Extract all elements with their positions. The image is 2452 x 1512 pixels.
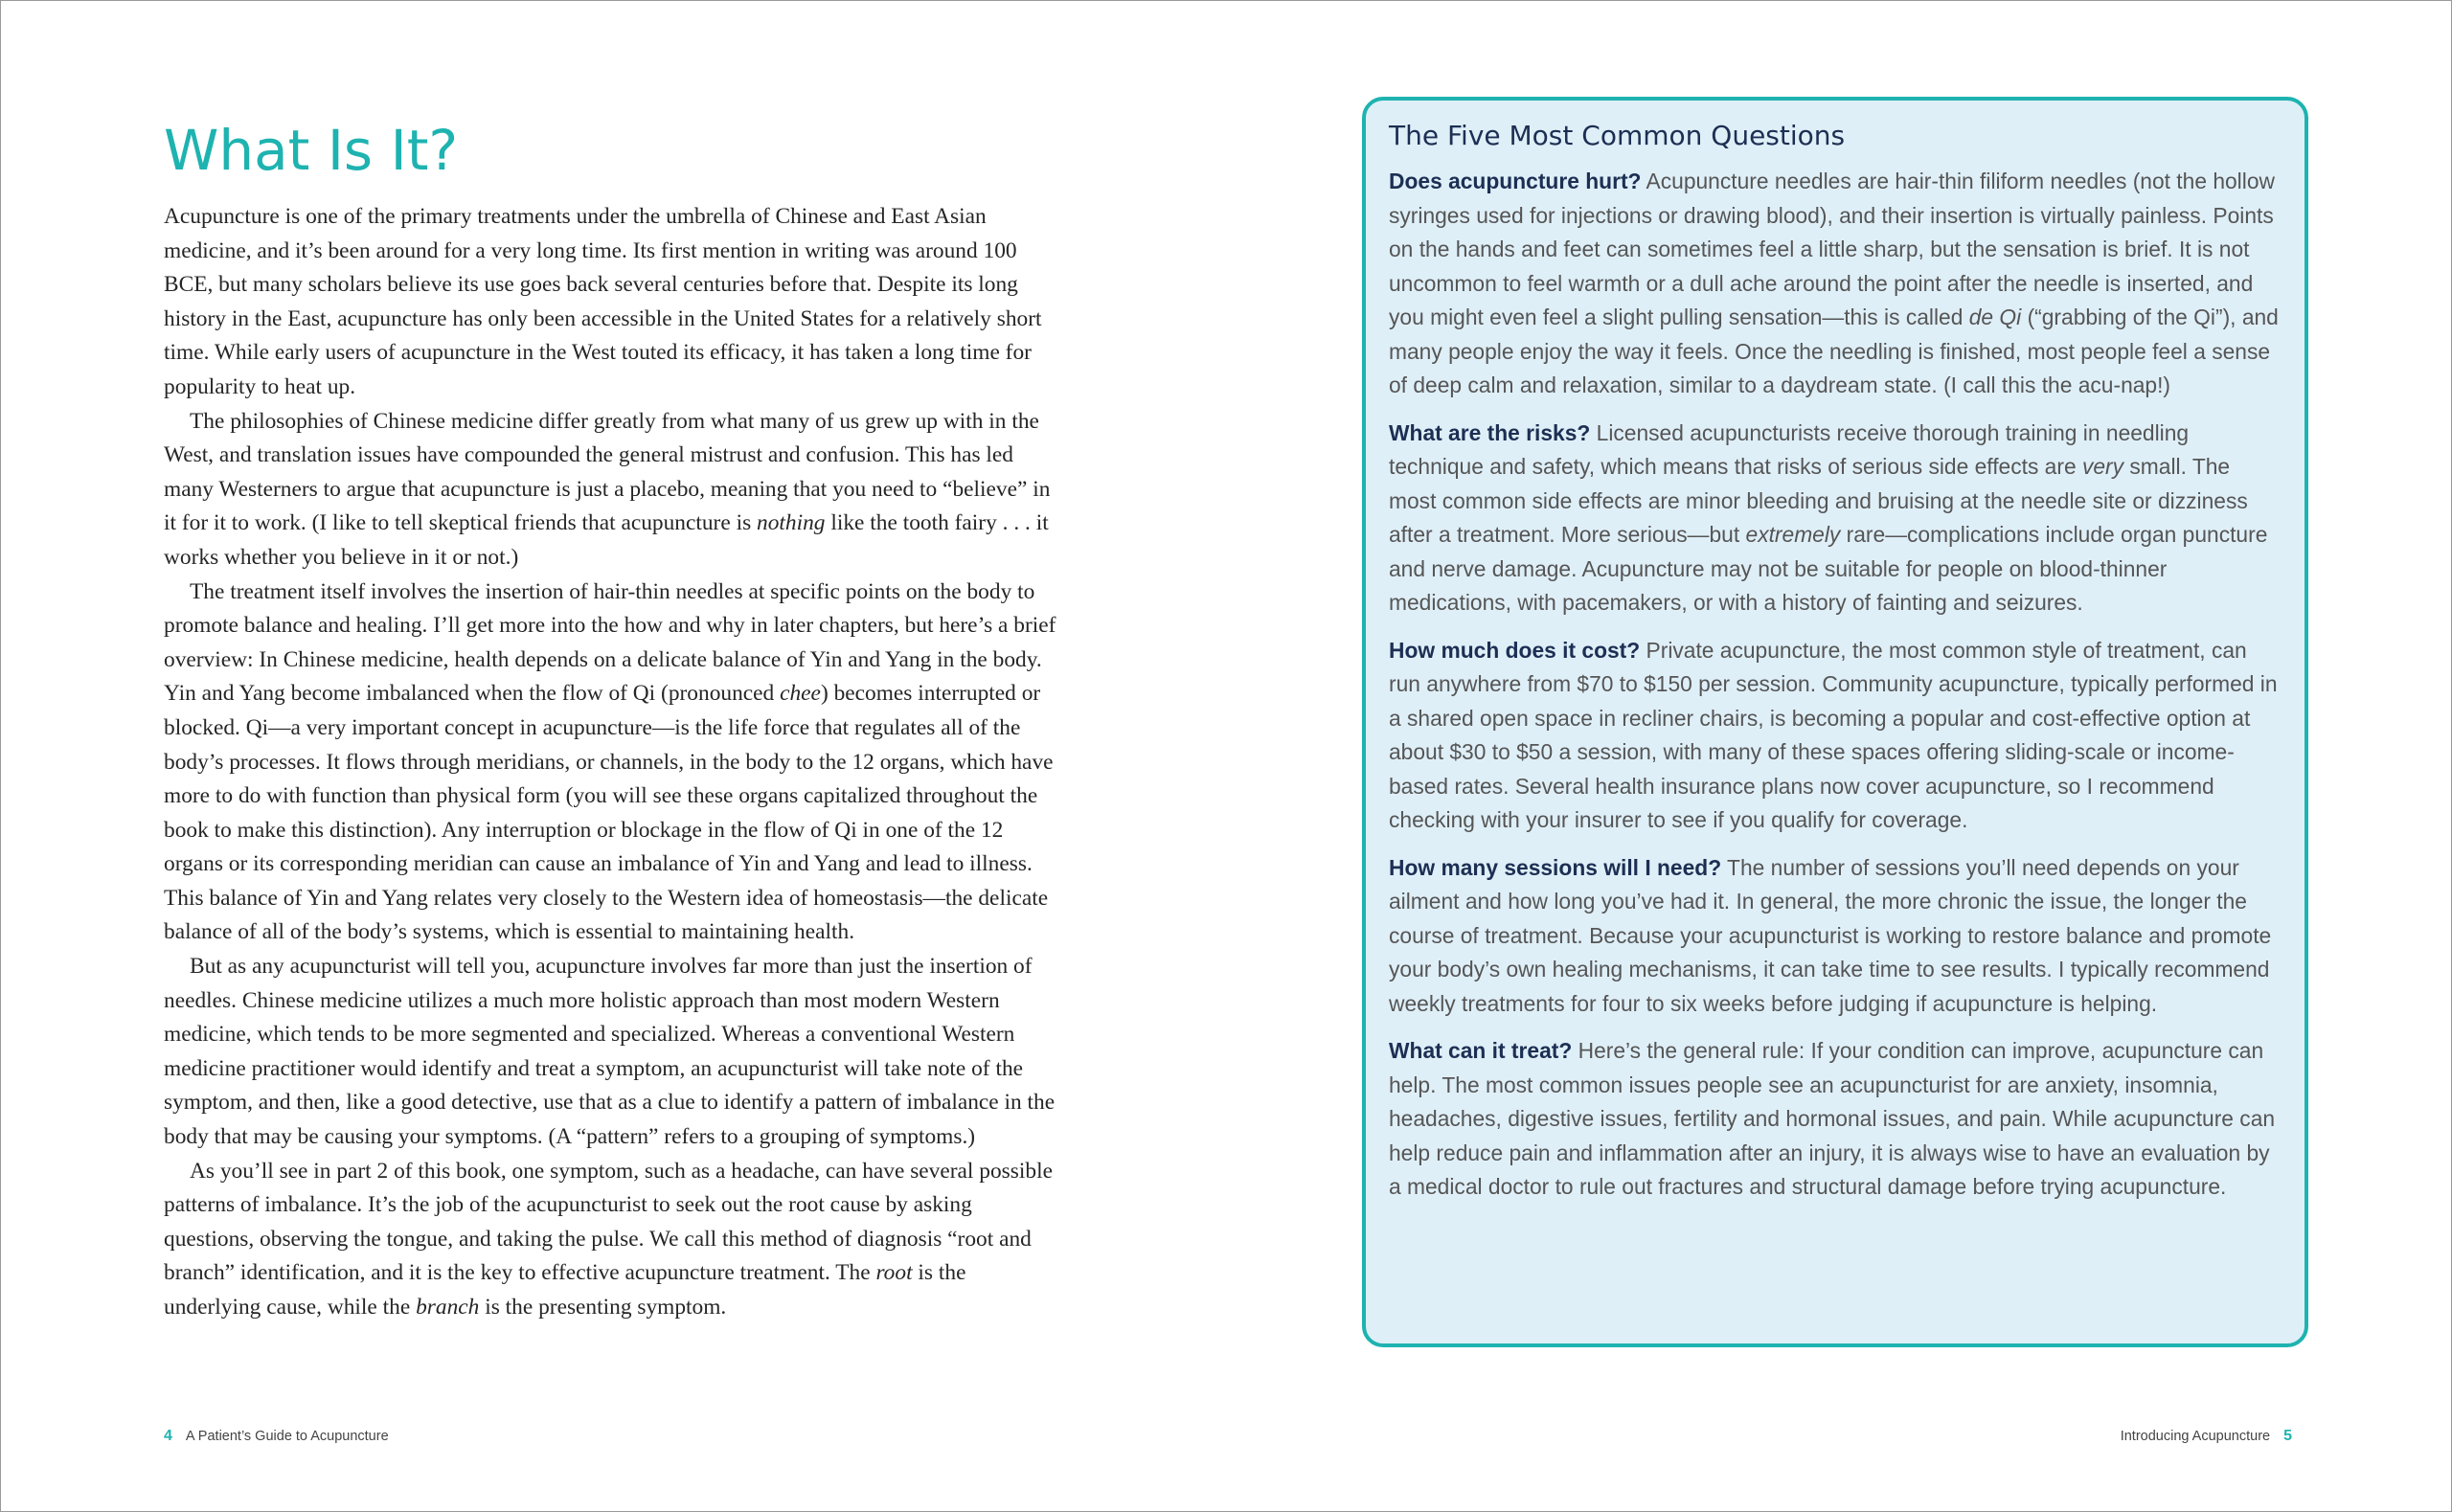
text-run: Acupuncture is one of the primary treatments under the umbrella of Chinese and East Asian medicine, and it’s been around for a very long time. Its first mention in writing was around 100 BCE, but many scholars believe its use goes back several centuries before that. Despite its long history in the East, acupuncture has only been accessible in the United States for a relatively short time. While early users of acupuncture in the West touted its efficacy, it has taken a long time for popularity to heat up. (164, 204, 1042, 399)
text-run: like the tooth fairy . . . it works whether you believe in it or not.) (164, 510, 1049, 570)
right-footer (2121, 1428, 2292, 1445)
faq-answer: Here’s the general rule: If your condition can improve, acupuncture can help. The most common issues people see an acupuncturist for are anxiety, insomnia, headaches, digestive issues, fertility and hormonal issues, and pain. While acupuncture can help reduce pain and inflammation after an injury, it is always wise to have an evaluation by a medical doctor to rule out fractures and structural damage before trying acupuncture. (1389, 1038, 2276, 1199)
emphasis: branch (416, 1295, 480, 1320)
faq-item (1389, 417, 2280, 621)
left-footer (164, 1428, 389, 1445)
paragraph (164, 200, 1064, 405)
faq-question: How many sessions will I need? (1389, 854, 1722, 880)
faq-item (1389, 851, 2280, 1022)
faq-answer: rare—complications include organ puncture and nerve damage. Acupuncture may not be suitable for people on blood-thinner medications, with pacemakers, or with a history of fainting and seizures. (1389, 522, 2268, 615)
running-head: Introducing Acupuncture (2120, 1429, 2271, 1444)
emphasis: very (2081, 454, 2124, 479)
text-run: The philosophies of Chinese medicine differ greatly from what many of us grew up with in the West, and translation issues have compounded the general mistrust and confusion. This has led many Westerners to argue that acupuncture is just a placebo, meaning that you need to “believe” in it for it to work. (I like to tell skeptical friends that acupuncture is (164, 408, 1051, 536)
body-text (164, 200, 1064, 1325)
page-number: 5 (2283, 1428, 2292, 1444)
text-run: But as any acupuncturist will tell you, acupuncture involves far more than just the insertion of needles. Chinese medicine utilizes a much more holistic approach than most modern Western medicine, which tends to be more segmented and specialized. Whereas a conventional Western medicine practitioner would identify and treat a symptom, an acupuncturist will take note of the symptom, and then, like a good detective, use that as a clue to identify a pattern of imbalance in the body that may be causing your symptoms. (A “pattern” refers to a grouping of symptoms.) (164, 954, 1056, 1150)
faq-answer: small. The most common side effects are minor bleeding and bruising at the needle site or dizziness after a treatment. More serious—but (1389, 454, 2248, 547)
text-run: is the underlying cause, while the (164, 1260, 966, 1320)
emphasis: nothing (757, 510, 826, 536)
text-run: is the presenting symptom. (479, 1295, 727, 1320)
paragraph (164, 575, 1064, 951)
text-run: As you’ll see in part 2 of this book, one symptom, such as a headache, can have several possible patterns of imbalance. It’s the job of the acupuncturist to seek out the root cause by asking questions, observing the tongue, and taking the pulse. We call this method of diagnosis “root and branch” identification, and it is the key to effective acupuncture treatment. The (164, 1158, 1053, 1286)
faq-answer: Licensed acupuncturists receive thorough training in needling technique and safety, which means that risks of serious side effects are (1389, 419, 2190, 479)
paragraph (164, 405, 1064, 575)
emphasis: extremely (1745, 522, 1841, 547)
paragraph (164, 950, 1064, 1155)
faq-sidebar (1362, 97, 2308, 1347)
faq-question: How much does it cost? (1389, 637, 1641, 663)
faq-answer: (“grabbing of the Qi”), and many people enjoy the way it feels. Once the needling is finished, most people feel a sense of deep calm and relaxation, similar to a daydream state. (I call this the acu-nap!) (1389, 305, 2279, 397)
faq-question: What can it treat? (1389, 1038, 1573, 1063)
faq-item (1389, 165, 2280, 403)
emphasis: root (875, 1260, 913, 1286)
running-head: A Patient’s Guide to Acupuncture (185, 1429, 389, 1444)
text-run: The treatment itself involves the insertion of hair-thin needles at specific points on the body to promote balance and healing. I’ll get more into the how and why in later chapters, but here’s a brief overview: In Chinese medicine, health depends on a delicate balance of Yin and Yang in the body. Yin and Yang become imbalanced when the flow of Qi (pronounced (164, 578, 1056, 707)
page-number: 4 (164, 1428, 172, 1444)
sidebar-title: The Five Most Common Questions (1389, 120, 1846, 151)
faq-question: What are the risks? (1389, 419, 1591, 445)
faq-answer: Private acupuncture, the most common style of treatment, can run anywhere from $70 to $150 per session. Community acupuncture, typically performed in a shared open space in recliner chairs, is becoming a popular and cost-effective option at about $30 to $50 a session, with many of these spaces offering sliding-scale or income-based rates. Several health insurance plans now cover acupuncture, so I recommend checking with your insurer to see if you qualify for coverage. (1389, 637, 2278, 832)
emphasis: chee (780, 681, 821, 707)
faq-item (1389, 634, 2280, 838)
faq-item (1389, 1034, 2280, 1205)
paragraph (164, 1155, 1064, 1325)
faq-question: Does acupuncture hurt? (1389, 169, 1642, 193)
text-run: ) becomes interrupted or blocked. Qi—a very important concept in acupuncture—is the life force that regulates all of the body’s processes. It flows through meridians, or channels, in the body to the 12 organs, which have more to do with function than physical form (you will see these organs capitalized throughout the book to make this distinction). Any interruption or blockage in the flow of Qi in one of the 12 organs or its corresponding meridian can cause an imbalance of Yin and Yang and lead to illness. This balance of Yin and Yang relates very closely to the Western idea of homeostasis—the delicate balance of all of the body’s systems, which is essential to maintaining health. (164, 681, 1054, 945)
right-page (1226, 1, 2451, 1511)
emphasis: de Qi (1968, 305, 2022, 329)
faq-answer: Acupuncture needles are hair-thin filiform needles (not the hollow syringes used for injections or drawing blood), and their insertion is virtually painless. Points on the hands and feet can sometimes feel a little sharp, but the sensation is brief. It is not uncommon to feel warmth or a dull ache around the point after the needle is inserted, and you might even feel a slight pulling sensation—this is called (1389, 169, 2275, 329)
faq-answer: The number of sessions you’ll need depends on your ailment and how long you’ve had it. In general, the more chronic the issue, the longer the course of treatment. Because your acupuncturist is working to restore balance and promote your body’s own healing mechanisms, it can take time to see results. I typically recommend weekly treatments for four to six weeks before judging if acupuncture is helping. (1389, 854, 2272, 1016)
chapter-heading: What Is It? (164, 118, 459, 183)
left-page (1, 1, 1226, 1511)
